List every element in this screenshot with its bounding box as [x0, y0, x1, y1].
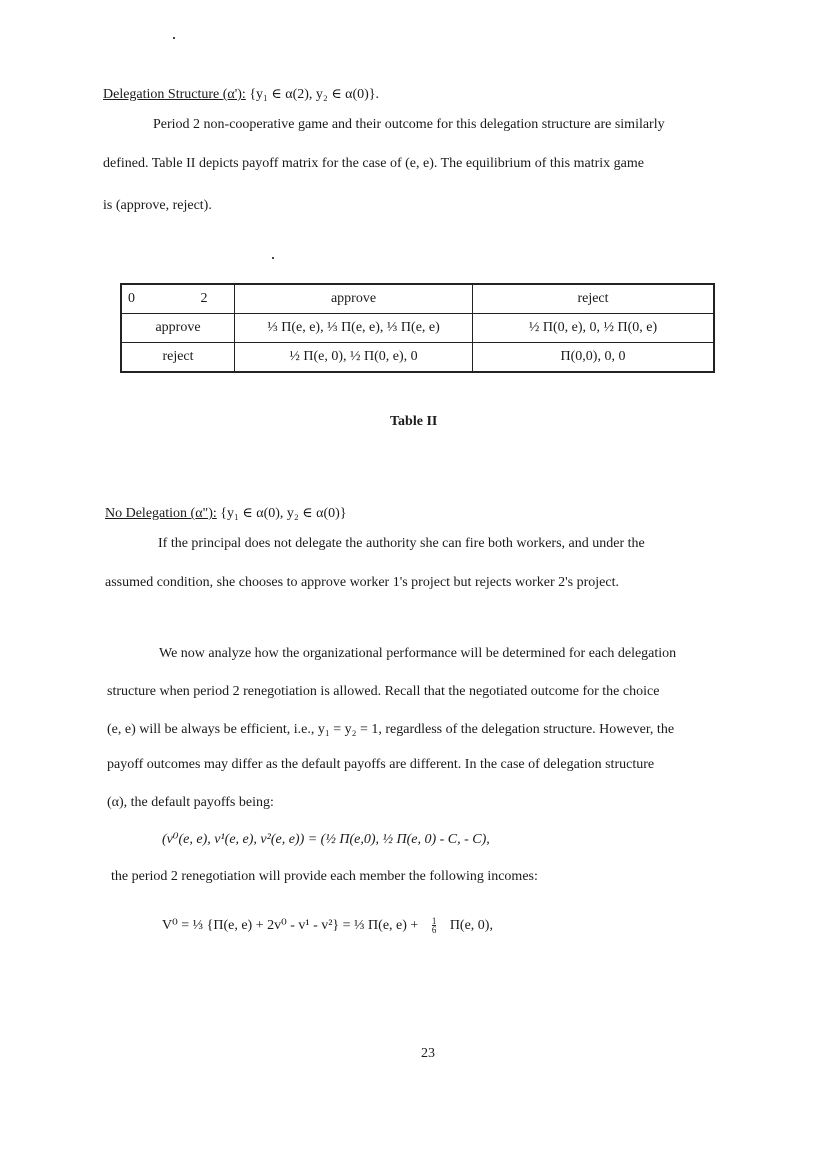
equation-right: Π(e, 0),	[449, 918, 493, 933]
heading-label: Delegation Structure (α'):	[103, 87, 246, 102]
payoff-matrix-table	[120, 283, 715, 373]
table-header-row	[121, 284, 714, 314]
table-row	[121, 314, 714, 343]
table-caption: Table II	[390, 414, 438, 429]
table-cell: Π(0,0), 0, 0	[473, 343, 715, 373]
scan-speck	[173, 37, 175, 39]
table-corner-cell	[121, 284, 235, 314]
scan-speck	[272, 257, 274, 259]
column-header: reject	[473, 284, 715, 314]
table-cell: ½ Π(e, 0), ½ Π(0, e), 0	[235, 343, 473, 373]
paragraph-line: assumed condition, she chooses to approve worker 1's project but rejects worker 2's project.	[105, 575, 619, 590]
paragraph-line: (α), the default payoffs being:	[107, 795, 274, 810]
table-cell: ⅓ Π(e, e), ⅓ Π(e, e), ⅓ Π(e, e)	[235, 314, 473, 343]
equation-renegotiation-income	[162, 917, 493, 934]
paragraph-line: Period 2 non-cooperative game and their outcome for this delegation structure are similarly	[153, 117, 665, 132]
paragraph-line: We now analyze how the organizational performance will be determined for each delegation	[159, 646, 677, 661]
equation-default-payoffs: (v⁰(e, e), v¹(e, e), v²(e, e)) = (½ Π(e,0), ½ Π(e, 0) - C, - C),	[162, 832, 490, 847]
heading-set: {y₁ ∈ α(2), y₂ ∈ α(0)}.	[249, 87, 380, 102]
heading-set: {y₁ ∈ α(0), y₂ ∈ α(0)}	[220, 506, 347, 521]
paragraph-line: is (approve, reject).	[103, 198, 212, 213]
row-label: reject	[121, 343, 235, 373]
paragraph-line: If the principal does not delegate the authority she can fire both workers, and under the	[158, 536, 645, 551]
table-cell: ½ Π(0, e), 0, ½ Π(0, e)	[473, 314, 715, 343]
corner-left-label: 0	[128, 291, 135, 306]
table-row	[121, 343, 714, 373]
page-number: 23	[421, 1046, 435, 1061]
equation-left: V⁰ = ⅓ {Π(e, e) + 2v⁰ - v¹ - v²} = ⅓ Π(e, e) +	[162, 918, 419, 933]
fraction	[432, 917, 437, 934]
paragraph-line: structure when period 2 renegotiation is allowed. Recall that the negotiated outcome for the choice	[107, 684, 660, 699]
fraction-denominator: 6	[431, 925, 437, 936]
paragraph-line: defined. Table II depicts payoff matrix for the case of (e, e). The equilibrium of this matrix game	[103, 156, 644, 171]
section-heading-no-delegation	[105, 505, 347, 522]
paragraph-line: the period 2 renegotiation will provide each member the following incomes:	[111, 869, 538, 884]
section-heading-alpha-prime	[103, 86, 379, 103]
paragraph-line: payoff outcomes may differ as the default payoffs are different. In the case of delegation structure	[107, 757, 655, 772]
row-label: approve	[121, 314, 235, 343]
paragraph-line: (e, e) will be always be efficient, i.e., y₁ = y₂ = 1, regardless of the delegation structure. However, the	[107, 722, 675, 737]
fraction-numerator: 1	[431, 916, 437, 927]
heading-label: No Delegation (α"):	[105, 506, 217, 521]
column-header: approve	[235, 284, 473, 314]
corner-right-label: 2	[200, 291, 208, 306]
